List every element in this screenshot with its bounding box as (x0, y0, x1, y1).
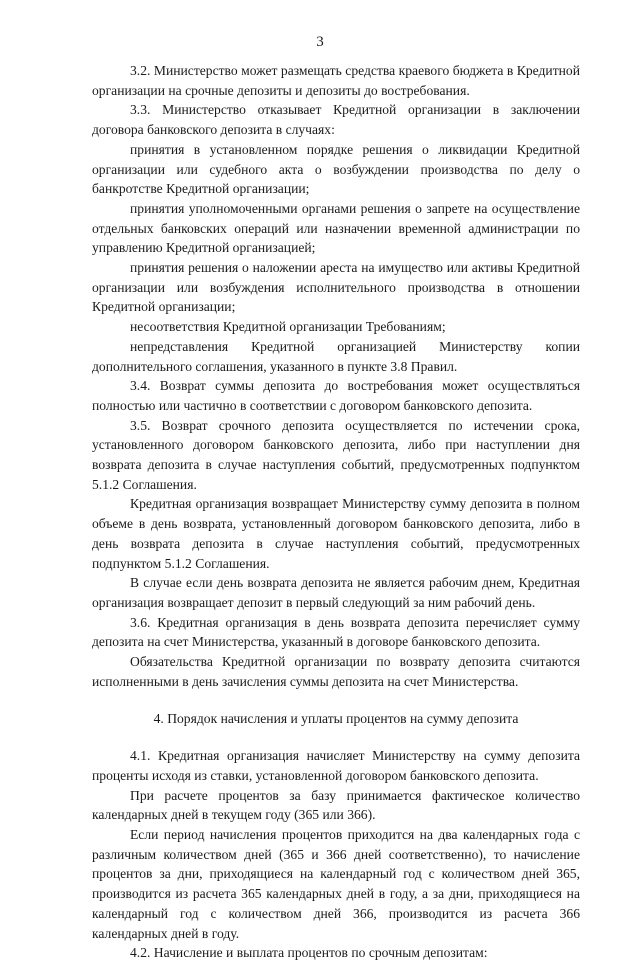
paragraph: принятия в установленном порядке решения о ликвидации Кредитной организации или судебного акта о возбуждении производства по делу о банкротстве Кредитной организации; (92, 141, 580, 197)
paragraph: 3.4. Возврат суммы депозита до востребования может осуществляться полностью или частично в соответствии с договором банковского депозита. (92, 378, 580, 413)
paragraph: Обязательства Кредитной организации по возврату депозита считаются исполненными в день зачисления суммы депозита на счет Министерства. (92, 654, 580, 689)
paragraph: 3.3. Министерство отказывает Кредитной организации в заключении договора банковского депозита в случаях: (92, 102, 580, 138)
paragraph: Кредитная организация возвращает Министерству сумму депозита в полном объеме в день возврата, установленный договором банковского депозита, либо в день возврата депозита в случае наступления событий, предусмотренных подпунктом 5.1.2 Соглашения. (92, 496, 580, 571)
paragraph: Если период начисления процентов приходится на два календарных года с различным количеством дней (365 и 366 дней соответственно), то начисление процентов за дни, приходящиеся на календарный год с количеством дней 365, производится из расчета 365 календарных дней в году, а за дни, приходящиеся на календарный год с количеством дней 366, производится из расчета 366 календарных дней в году. (92, 827, 580, 941)
paragraph: 4.2. Начисление и выплата процентов по срочным депозитам: (130, 945, 488, 961)
paragraph: В случае если день возврата депозита не является рабочим днем, Кредитная организация возвращает депозит в первый следующий за ним рабочий день. (92, 575, 580, 610)
paragraph: 4.1. Кредитная организация начисляет Министерству на сумму депозита проценты исходя из ставки, установленной договором банковского депозита. (92, 748, 580, 783)
paragraph: несоответствия Кредитной организации Требованиям; (130, 319, 446, 335)
paragraph: принятия уполномоченными органами решения о запрете на осуществление отдельных банковских операций или назначении временной администрации по управлению Кредитной организацией; (92, 200, 580, 256)
document-body (92, 61, 580, 963)
paragraph: 3.5. Возврат срочного депозита осуществляется по истечении срока, установленного договором банковского депозита, либо при наступлении дня возврата депозита в случае наступления событий, предусмотренных подпунктом 5.1.2 Соглашения. (92, 417, 580, 492)
paragraph: 3.6. Кредитная организация в день возврата депозита перечисляет сумму депозита на счет Министерства, указанный в договоре банковского депозита. (92, 614, 580, 650)
section-heading: 4. Порядок начисления и уплаты процентов на сумму депозита (153, 710, 519, 726)
paragraph: 3.2. Министерство может размещать средства краевого бюджета в Кредитной организации на срочные депозиты и депозиты до востребования. (92, 63, 580, 98)
paragraph: При расчете процентов за базу принимается фактическое количество календарных дней в текущем году (365 или 366). (92, 787, 580, 823)
paragraph: непредставления Кредитной организацией Министерству копии дополнительного соглашения, указанного в пункте 3.8 Правил. (92, 338, 580, 374)
paragraph: принятия решения о наложении ареста на имущество или активы Кредитной организации или возбуждения исполнительного производства в отношении Кредитной организации; (92, 260, 580, 315)
page-number: 3 (316, 34, 324, 50)
